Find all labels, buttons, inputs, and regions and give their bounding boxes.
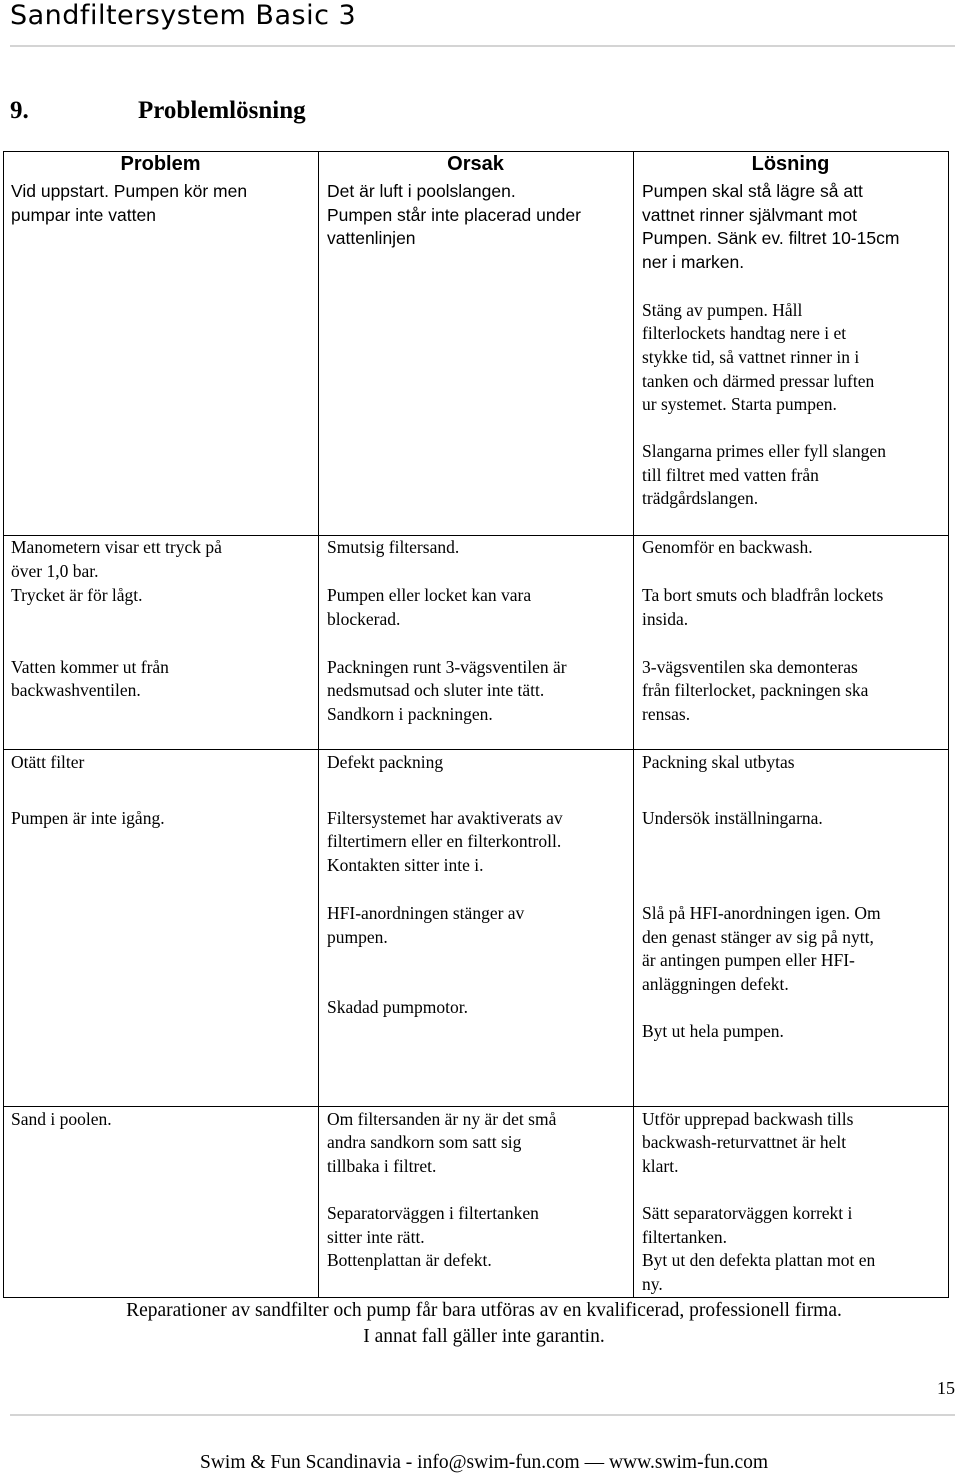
solution-line: Pumpen skal stå lägre så att: [642, 181, 863, 201]
cause-line: pumpen.: [327, 927, 388, 947]
problem-line: backwashventilen.: [11, 680, 141, 700]
cause-line: Smutsig filtersand.: [327, 537, 460, 557]
cause-line: Sandkorn i packningen.: [327, 704, 493, 724]
problem-line: Sand i poolen.: [11, 1109, 112, 1129]
solution-line: Ta bort smuts och bladfrån lockets: [642, 585, 884, 605]
problem-line: Pumpen är inte igång.: [11, 808, 165, 828]
cause-line: tillbaka i filtret.: [327, 1156, 437, 1176]
table-left-border: [3, 151, 4, 1298]
solution-line: Slangarna primes eller fyll slangen: [642, 441, 886, 461]
cause-line: vattenlinjen: [327, 228, 416, 248]
warranty-notice: Reparationer av sandfilter och pump får bara utföras av en kvalificerad, professionell firma.: [126, 1300, 842, 1321]
cause-line: Defekt packning: [327, 752, 444, 772]
solution-line: Packning skal utbytas: [642, 752, 795, 772]
solution-line: Byt ut hela pumpen.: [642, 1021, 784, 1041]
solution-line: Slå på HFI-anordningen igen. Om: [642, 903, 881, 923]
page-number: 15: [937, 1378, 955, 1398]
cause-line: andra sandkorn som satt sig: [327, 1132, 522, 1152]
solution-line: stykke tid, så vattnet rinner in i: [642, 347, 860, 367]
solution-line: är antingen pumpen eller HFI-: [642, 950, 855, 970]
problem-line: Otätt filter: [11, 752, 85, 772]
footer-contact: Swim & Fun Scandinavia - info@swim-fun.com — www.swim-fun.com: [199, 1452, 769, 1473]
cause-line: Det är luft i poolslangen.: [327, 181, 516, 201]
column-divider-2: [633, 151, 634, 1298]
solution-line: rensas.: [642, 704, 691, 724]
header-divider: [10, 45, 955, 47]
column-header-problem: Problem: [120, 153, 201, 175]
solution-line: Pumpen. Sänk ev. filtret 10-15cm: [642, 228, 900, 248]
solution-line: Utför upprepad backwash tills: [642, 1109, 854, 1129]
solution-line: till filtret med vatten från: [642, 465, 819, 485]
cause-line: sitter inte rätt.: [327, 1227, 425, 1247]
solution-line: 3-vägsventilen ska demonteras: [642, 657, 858, 677]
solution-line: anläggningen defekt.: [642, 974, 789, 994]
solution-line: ner i marken.: [642, 252, 745, 272]
cause-line: Filtersystemet har avaktiverats av: [327, 808, 563, 828]
solution-line: Genomför en backwash.: [642, 537, 813, 557]
problem-line: Trycket är för lågt.: [11, 585, 143, 605]
cause-line: blockerad.: [327, 609, 401, 629]
solution-line: filtertanken.: [642, 1227, 728, 1247]
solution-line: filterlockets handtag nere i et: [642, 323, 847, 343]
solution-line: Stäng av pumpen. Håll: [642, 300, 803, 320]
solution-line: Undersök inställningarna.: [642, 808, 823, 828]
column-divider-1: [318, 151, 319, 1298]
solution-line: klart.: [642, 1156, 679, 1176]
problem-line: pumpar inte vatten: [11, 205, 156, 225]
section-title: Problemlösning: [138, 97, 306, 124]
warranty-notice-line-2: I annat fall gäller inte garantin.: [363, 1326, 605, 1347]
solution-line: tanken och därmed pressar luften: [642, 371, 875, 391]
cause-line: HFI-anordningen stänger av: [327, 903, 525, 923]
solution-line: från filterlocket, packningen ska: [642, 680, 869, 700]
cause-line: filtertimern eller en filterkontroll.: [327, 831, 562, 851]
problem-line: Vid uppstart. Pumpen kör men: [11, 181, 248, 201]
cause-line: Pumpen eller locket kan vara: [327, 585, 532, 605]
solution-line: ny.: [642, 1274, 663, 1294]
cause-line: Separatorväggen i filtertanken: [327, 1203, 539, 1223]
solution-line: trädgårdslangen.: [642, 488, 759, 508]
cause-line: Kontakten sitter inte i.: [327, 855, 484, 875]
cause-line: nedsmutsad och sluter inte tätt.: [327, 680, 545, 700]
cause-line: Skadad pumpmotor.: [327, 997, 468, 1017]
solution-line: Byt ut den defekta plattan mot en: [642, 1250, 876, 1270]
solution-line: den genast stänger av sig på nytt,: [642, 927, 874, 947]
solution-line: vattnet rinner självmant mot: [642, 205, 857, 225]
solution-line: ur systemet. Starta pumpen.: [642, 394, 837, 414]
column-header-solution: Lösning: [751, 153, 830, 175]
cause-line: Packningen runt 3-vägsventilen är: [327, 657, 567, 677]
row-divider: [3, 1106, 949, 1107]
section-number: 9.: [10, 97, 29, 124]
problem-line: Manometern visar ett tryck på: [11, 537, 222, 557]
problem-line: över 1,0 bar.: [11, 561, 99, 581]
solution-line: insida.: [642, 609, 689, 629]
footer-divider: [10, 1414, 955, 1416]
problem-line: Vatten kommer ut från: [11, 657, 169, 677]
table-right-border: [948, 151, 949, 1298]
cause-line: Pumpen står inte placerad under: [327, 205, 581, 225]
cause-line: Bottenplattan är defekt.: [327, 1250, 492, 1270]
solution-line: backwash-returvattnet är helt: [642, 1132, 847, 1152]
row-divider: [3, 749, 949, 750]
document-title: Sandfiltersystem Basic 3: [10, 0, 357, 31]
section-heading: [10, 95, 306, 127]
cause-line: Om filtersanden är ny är det små: [327, 1109, 557, 1129]
column-header-cause: Orsak: [447, 153, 504, 175]
solution-line: Sätt separatorväggen korrekt i: [642, 1203, 853, 1223]
